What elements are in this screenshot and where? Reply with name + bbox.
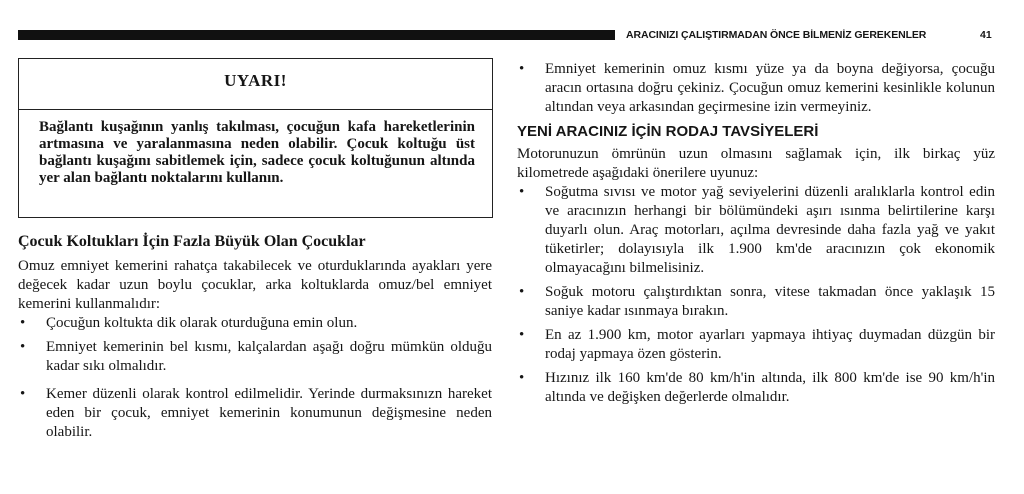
warning-divider xyxy=(19,109,492,110)
bullet-icon: • xyxy=(519,327,525,343)
bullet-icon: • xyxy=(519,184,525,200)
list-item: • Soğutma sıvısı ve motor yağ seviyelerini düzenli aralıklarla kontrol edin ve aracınızın herhangi bir bölümündeki aşırı ısınma belirtilerine karşı duyarlı olun. Araç motorları, açılma devresinde daha fazla yağ ve yakıt tüketirler; dolayısıyla ilk 1.900 km'de aracınızın çok ekonomik olmayacağını bilmelisiniz. xyxy=(519,184,995,276)
list-item: • En az 1.900 km, motor ayarları yapmaya ihtiyaç duymadan düzgün bir rodaj yapmaya özen gösterin. xyxy=(519,327,995,362)
bullet-icon: • xyxy=(519,61,525,77)
bullet-icon: • xyxy=(20,315,26,331)
section-heading-break-in: YENİ ARACINIZ İÇİN RODAJ TAVSİYELERİ xyxy=(517,123,819,140)
list-item: • Çocuğun koltukta dik olarak oturduğuna emin olun. xyxy=(20,315,358,331)
bullet-icon: • xyxy=(20,339,26,355)
page-number: 41 xyxy=(980,29,992,41)
section-intro-break-in: Motorunuzun ömrünün uzun olmasını sağlamak için, ilk birkaç yüz kilometrede aşağıdaki önerilere uyunuz: xyxy=(517,146,995,181)
section-heading-large-children: Çocuk Koltukları İçin Fazla Büyük Olan Çocuklar xyxy=(18,233,366,250)
list-item: • Emniyet kemerinin omuz kısmı yüze ya da boyna değiyorsa, çocuğu aracın ortasına doğru çekiniz. Çocuğun omuz kemerini kesinlikle kolunun altından veya arkasından geçirmesine izin vermeyiniz. xyxy=(519,61,995,115)
list-item: • Kemer düzenli olarak kontrol edilmelidir. Yerinde durmaksınızn hareket eden bir çocuk, emniyet kemerinin konumunun değişmesine neden olabilir. xyxy=(20,386,492,440)
bullet-list-break-in xyxy=(517,183,995,407)
right-column xyxy=(517,60,995,407)
list-item: • Soğuk motoru çalıştırdıktan sonra, vitese takmadan önce yaklaşık 15 saniye kadar ısınmaya bırakın. xyxy=(519,284,995,319)
list-item: • Emniyet kemerinin bel kısmı, kalçalardan aşağı doğru mümkün olduğu kadar sıkı olmalıdır. xyxy=(20,339,492,374)
left-column xyxy=(18,232,492,442)
warning-box xyxy=(18,58,493,218)
header-bar xyxy=(18,30,615,40)
warning-title: UYARI! xyxy=(224,71,287,90)
bullet-list-shoulder-belt xyxy=(517,60,995,117)
running-header-title: ARACINIZI ÇALIŞTIRMADAN ÖNCE BİLMENİZ GEREKENLER xyxy=(626,29,927,41)
section-intro-large-children: Omuz emniyet kemerini rahatça takabilecek ve oturduklarında ayakları yere değecek kadar uzun boylu çocuklar, arka koltuklarda omuz/bel emniyet kemerini kullanmalıdır: xyxy=(18,258,492,312)
bullet-list-large-children xyxy=(18,314,492,442)
list-item: • Hızınız ilk 160 km'de 80 km/h'in altında, ilk 800 km'de ise 90 km/h'in altında ve değişken değerlerde olmalıdır. xyxy=(519,370,995,405)
bullet-icon: • xyxy=(519,370,525,386)
warning-text: Bağlantı kuşağının yanlış takılması, çocuğun kafa hareketlerinin artmasına ve yaralanmasına neden olabilir. Çocuk koltuğu üst bağlantı kuşağını sabitlemek için, sadece çocuk koltuğunun altında yer alan bağlantı noktalarını kullanın. xyxy=(39,119,475,186)
bullet-icon: • xyxy=(519,284,525,300)
bullet-icon: • xyxy=(20,386,26,402)
